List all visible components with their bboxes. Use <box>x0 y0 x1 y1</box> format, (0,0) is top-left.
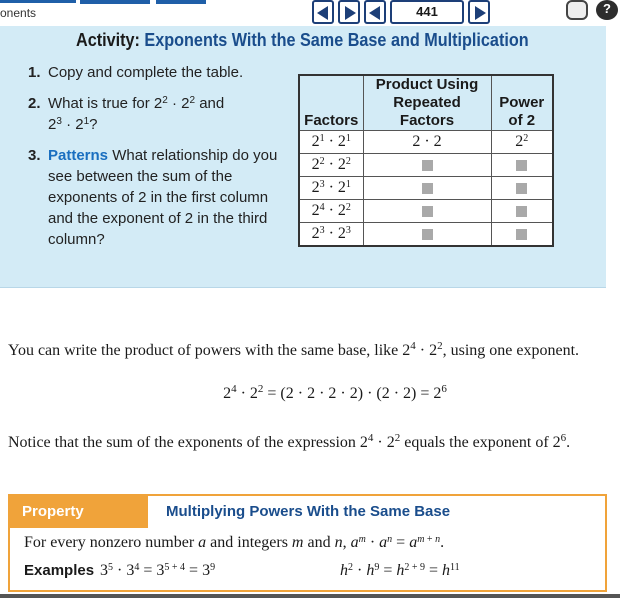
property-example-2: $h^2 \cdot h^9 = h^{2 + 9} = h^{11}$ <box>340 562 460 579</box>
question-number: 2. <box>28 95 41 112</box>
paragraph-product-of-powers: You can write the product of powers with the same base, like $2^4 \cdot 2^2$, using one exponent. <box>8 340 580 359</box>
col-header-product: Product Using Repeated Factors <box>363 75 491 131</box>
property-rule: For every nonzero number a and integers m and n, $a^m \cdot a^n = a^{m + n}$. <box>24 534 445 551</box>
question-1 <box>28 62 296 83</box>
patterns-keyword: Patterns <box>48 147 109 164</box>
question-3 <box>28 145 296 250</box>
factors-cell: $2^3 \cdot 2^3$ <box>299 223 363 246</box>
product-cell: 2 · 2 <box>363 131 491 154</box>
section-nav <box>312 0 360 26</box>
question-number: 3. <box>28 147 41 164</box>
example-equation: $2^4 \cdot 2^2 = (2 \cdot 2 \cdot 2 \cdot 2) \cdot (2 \cdot 2) = 2^6$ <box>223 383 447 402</box>
breadcrumb-underline <box>0 0 76 3</box>
placeholder-square-icon <box>422 160 433 171</box>
table-row <box>299 154 553 177</box>
placeholder-square-icon <box>516 160 527 171</box>
placeholder-square-icon <box>516 229 527 240</box>
page-number-field[interactable]: 441 <box>390 0 464 24</box>
property-title: Multiplying Powers With the Same Base <box>166 503 451 520</box>
triangle-right-icon <box>345 6 356 20</box>
product-cell-blank <box>363 223 491 246</box>
next-section-button[interactable] <box>338 0 360 24</box>
factors-cell: $2^2 \cdot 2^2$ <box>299 154 363 177</box>
table-row <box>299 200 553 223</box>
activity-title-text: Exponents With the Same Base and Multiplication <box>144 30 529 50</box>
table-row <box>299 177 553 200</box>
paragraph-notice: Notice that the sum of the exponents of the expression $2^4 \cdot 2^2$ equals the exponent of $2^6$. <box>8 432 571 451</box>
tab-stub[interactable] <box>156 0 206 4</box>
activity-table <box>298 74 554 247</box>
col-header-power: Power of 2 <box>491 75 553 131</box>
question-text: Patterns What relationship do you see between the sum of the exponents of 2 in the first column and the exponent of 2 in the third column? <box>48 147 278 248</box>
page-nav <box>364 0 490 26</box>
examples-label: Examples <box>24 562 95 579</box>
question-number: 1. <box>28 64 41 81</box>
placeholder-square-icon <box>422 183 433 194</box>
power-cell: $2^2$ <box>491 131 553 154</box>
factors-cell: $2^4 \cdot 2^2$ <box>299 200 363 223</box>
bottom-divider <box>0 594 620 598</box>
question-2 <box>28 93 296 135</box>
factors-cell: $2^3 \cdot 2^1$ <box>299 177 363 200</box>
property-box <box>8 494 607 592</box>
power-cell-blank <box>491 223 553 246</box>
question-text: What is true for $2^2 \cdot 2^2$ and $2^3 \cdot 2^1$? <box>48 95 225 133</box>
property-label: Property <box>10 496 148 528</box>
activity-panel <box>0 26 606 288</box>
activity-title <box>76 30 529 51</box>
factors-cell: $2^1 \cdot 2^1$ <box>299 131 363 154</box>
help-button[interactable]: ? <box>596 0 618 20</box>
col-header-factors: Factors <box>299 75 363 131</box>
prev-section-button[interactable] <box>312 0 334 24</box>
triangle-right-icon <box>475 6 486 20</box>
table-row <box>299 131 553 154</box>
next-page-button[interactable] <box>468 0 490 24</box>
activity-label: Activity: <box>76 30 140 50</box>
tab-stub[interactable] <box>80 0 150 4</box>
table-row <box>299 223 553 246</box>
product-cell-blank <box>363 154 491 177</box>
breadcrumb[interactable]: onents <box>0 6 37 20</box>
product-cell-blank <box>363 177 491 200</box>
placeholder-square-icon <box>516 206 527 217</box>
power-cell-blank <box>491 154 553 177</box>
print-icon[interactable] <box>566 0 588 20</box>
placeholder-square-icon <box>422 206 433 217</box>
power-cell-blank <box>491 200 553 223</box>
top-toolbar <box>0 0 620 26</box>
placeholder-square-icon <box>422 229 433 240</box>
triangle-left-icon <box>369 6 380 20</box>
question-list <box>28 62 296 260</box>
property-example-1: Examples $3^5 \cdot 3^4 = 3^{5 + 4} = 3^9$ <box>24 562 216 579</box>
question-text: Copy and complete the table. <box>48 64 244 81</box>
prev-page-button[interactable] <box>364 0 386 24</box>
triangle-left-icon <box>317 6 328 20</box>
placeholder-square-icon <box>516 183 527 194</box>
product-cell-blank <box>363 200 491 223</box>
power-cell-blank <box>491 177 553 200</box>
